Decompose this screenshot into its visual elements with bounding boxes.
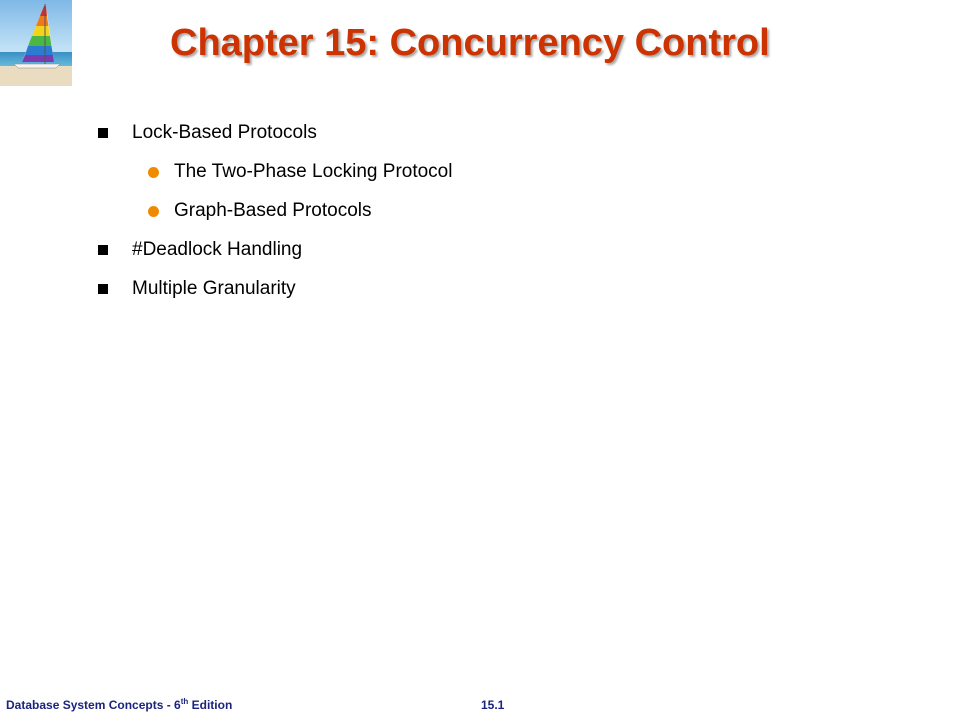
list-item-label: The Two-Phase Locking Protocol — [174, 161, 453, 182]
list-item-deadlock-handling — [98, 235, 452, 274]
list-item-label: Graph-Based Protocols — [174, 200, 372, 221]
sailboat-logo — [0, 0, 72, 86]
square-bullet-icon — [98, 128, 108, 138]
list-item-label: #Deadlock Handling — [132, 239, 303, 260]
list-item-two-phase-locking — [148, 157, 452, 196]
square-bullet-icon — [98, 245, 108, 255]
footer-book-title — [6, 698, 232, 712]
outline-list — [98, 118, 452, 313]
circle-bullet-icon — [148, 206, 159, 217]
list-item-lock-based-protocols — [98, 118, 452, 157]
circle-bullet-icon — [148, 167, 159, 178]
list-item-label: Multiple Granularity — [132, 278, 296, 299]
page-number: 15.1 — [481, 698, 505, 712]
list-item-label: Lock-Based Protocols — [132, 122, 317, 143]
square-bullet-icon — [98, 284, 108, 294]
list-item-graph-based-protocols — [148, 196, 452, 235]
footer-book-prefix: Database System Concepts - 6 — [6, 698, 181, 712]
list-item-multiple-granularity — [98, 274, 452, 313]
slide-title: Chapter 15: Concurrency Control — [170, 22, 770, 64]
footer-edition-superscript: th — [180, 697, 189, 706]
footer-book-suffix: Edition — [188, 698, 233, 712]
